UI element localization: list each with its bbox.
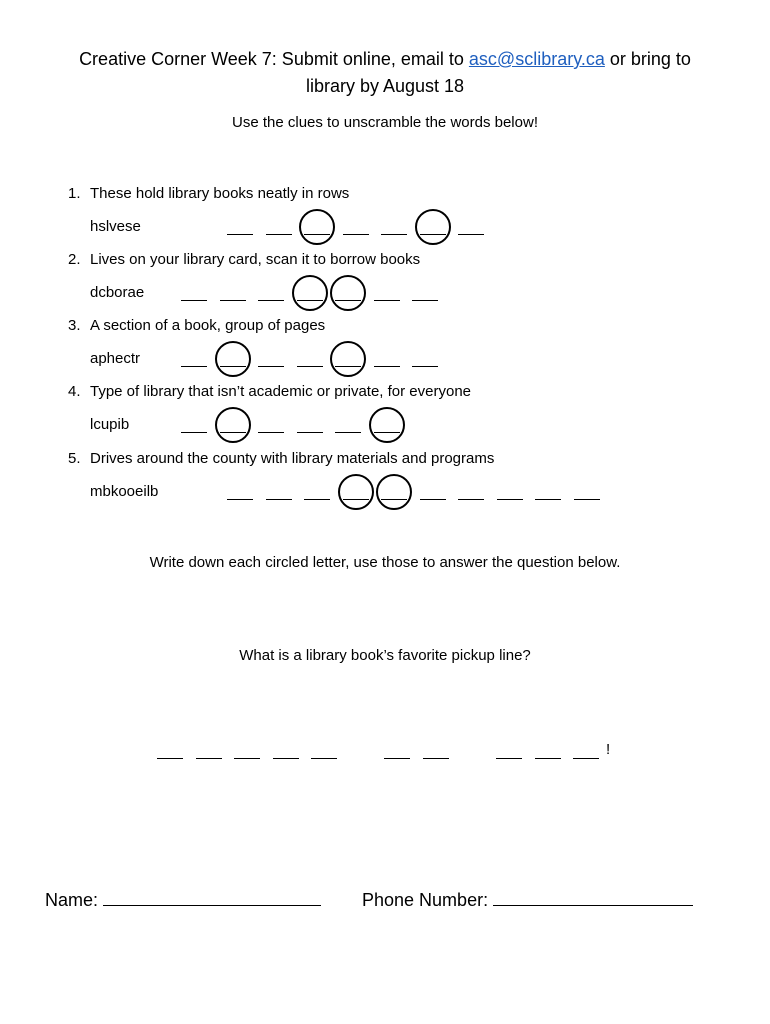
letter-blank[interactable]: [220, 300, 246, 301]
answer-letter-blank[interactable]: [234, 758, 260, 759]
circled-letter-marker: [338, 474, 374, 510]
page-title: [0, 46, 770, 72]
letter-blank[interactable]: [574, 499, 600, 500]
circled-letter-marker: [376, 474, 412, 510]
letter-blank[interactable]: [412, 366, 438, 367]
title-prefix: Creative Corner Week 7: Submit online, email to: [79, 49, 469, 69]
circled-letter-marker: [369, 407, 405, 443]
clue-number: 1.: [68, 185, 81, 202]
answer-letter-blank[interactable]: [423, 758, 449, 759]
circled-letter-marker: [215, 341, 251, 377]
letter-blank[interactable]: [535, 499, 561, 500]
answer-letter-blank[interactable]: [496, 758, 522, 759]
phone-label: Phone Number:: [362, 890, 489, 910]
email-link[interactable]: asc@sclibrary.ca: [468, 49, 605, 69]
circled-instruction: Write down each circled letter, use those to answer the question below.: [149, 554, 621, 571]
letter-blank[interactable]: [181, 300, 207, 301]
name-line[interactable]: [103, 905, 321, 906]
circled-letter-marker: [330, 341, 366, 377]
clue-number: 5.: [68, 450, 81, 467]
letter-blank[interactable]: [412, 300, 438, 301]
letter-blank[interactable]: [227, 499, 253, 500]
letter-blank[interactable]: [258, 366, 284, 367]
name-field[interactable]: [45, 890, 321, 911]
circled-letter-marker: [292, 275, 328, 311]
letter-blank[interactable]: [258, 432, 284, 433]
clue-4: [68, 382, 471, 402]
clue-1: [68, 184, 349, 204]
scrambled-word: mbkooeilb: [90, 483, 159, 500]
letter-blank[interactable]: [297, 432, 323, 433]
circled-letter-marker: [330, 275, 366, 311]
letter-blank[interactable]: [458, 499, 484, 500]
clue-text: Type of library that isn’t academic or private, for everyone: [90, 383, 472, 400]
clue-number: 4.: [68, 383, 81, 400]
letter-blank[interactable]: [381, 234, 407, 235]
circled-letter-marker: [299, 209, 335, 245]
letter-blank[interactable]: [374, 300, 400, 301]
answer-ending: !: [606, 741, 611, 758]
name-label: Name:: [45, 890, 99, 910]
letter-blank[interactable]: [497, 499, 523, 500]
letter-blank[interactable]: [343, 234, 369, 235]
answer-letter-blank[interactable]: [573, 758, 599, 759]
circled-letter-marker: [215, 407, 251, 443]
title-line-2: library by August 18: [305, 76, 465, 96]
phone-line[interactable]: [493, 905, 693, 906]
instructions: Use the clues to unscramble the words below!: [232, 114, 538, 131]
clue-3: [68, 316, 325, 336]
letter-blank[interactable]: [227, 234, 253, 235]
scrambled-word: dcborae: [90, 284, 145, 301]
riddle-question: What is a library book’s favorite pickup line?: [239, 647, 531, 664]
letter-blank[interactable]: [335, 432, 361, 433]
answer-letter-blank[interactable]: [311, 758, 337, 759]
clue-text: Lives on your library card, scan it to borrow books: [90, 251, 421, 268]
answer-letter-blank[interactable]: [273, 758, 299, 759]
clue-text: Drives around the county with library materials and programs: [90, 450, 495, 467]
phone-field[interactable]: [362, 890, 693, 911]
letter-blank[interactable]: [297, 366, 323, 367]
scrambled-word: hslvese: [90, 218, 141, 235]
letter-blank[interactable]: [258, 300, 284, 301]
letter-blank[interactable]: [420, 499, 446, 500]
letter-blank[interactable]: [458, 234, 484, 235]
letter-blank[interactable]: [181, 432, 207, 433]
letter-blank[interactable]: [304, 499, 330, 500]
scrambled-word: aphectr: [90, 350, 141, 367]
letter-blank[interactable]: [266, 499, 292, 500]
answer-letter-blank[interactable]: [535, 758, 561, 759]
circled-letter-marker: [415, 209, 451, 245]
answer-letter-blank[interactable]: [196, 758, 222, 759]
clue-text: A section of a book, group of pages: [90, 317, 326, 334]
clue-2: [68, 250, 420, 270]
clue-text: These hold library books neatly in rows: [90, 185, 350, 202]
clue-5: [68, 449, 494, 469]
letter-blank[interactable]: [181, 366, 207, 367]
letter-blank[interactable]: [374, 366, 400, 367]
clue-number: 3.: [68, 317, 81, 334]
letter-blank[interactable]: [266, 234, 292, 235]
clue-number: 2.: [68, 251, 81, 268]
title-suffix: or bring to: [604, 49, 691, 69]
answer-letter-blank[interactable]: [157, 758, 183, 759]
scrambled-word: lcupib: [90, 416, 130, 433]
answer-letter-blank[interactable]: [384, 758, 410, 759]
